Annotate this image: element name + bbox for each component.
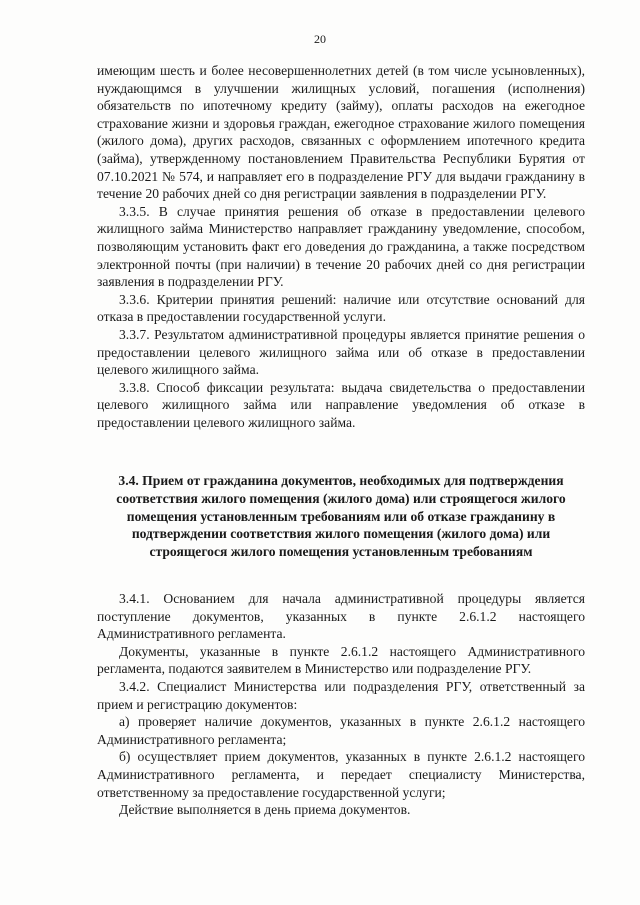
page-number: 20 — [314, 32, 326, 46]
list-item-a: а) проверяет наличие документов, указанных в пункте 2.6.1.2 настоящего Административного регламента; — [97, 714, 585, 747]
paragraph-3-4-1: 3.4.1. Основанием для начала административной процедуры является поступление документов, указанных в пункте 2.6.1.2 настоящего Административного регламента. — [97, 591, 585, 642]
paragraph-3-3-8: 3.3.8. Способ фиксации результата: выдача свидетельства о предоставлении целевого жилищного займа или направление уведомления об отказе в предоставлении целевого жилищного займа. — [97, 379, 585, 430]
paragraph-continuation: имеющим шесть и более несовершеннолетних детей (в том числе усыновленных), нуждающимся в улучшении жилищных условий, погашения (исполнения) обязательств по ипотечному кредиту (займу), оплаты расходов на ежегодное страхование жизни и здоровья граждан, ежегодное страхование жилого помещения (жилого дома), других расходов, связанных с оформлением ипотечного кредита (займа), утвержденному постановлением Правительства Республики Бурятия от 07.10.2021 № 574, и направляет его в подразделение РГУ для выдачи гражданину в течение 20 рабочих дней со дня регистрации заявления в подразделении РГУ. — [97, 63, 585, 202]
paragraph-3-3-6: 3.3.6. Критерии принятия решений: наличие или отсутствие оснований для отказа в предоставлении государственной услуги. — [97, 291, 585, 325]
paragraph-3-3-5: 3.3.5. В случае принятия решения об отказе в предоставлении целевого жилищного займа Министерство направляет гражданину уведомление, способом, позволяющим установить факт его доведения до гражданина, а также посредством электронной почты (при наличии) в течение 20 рабочих дней со дня регистрации заявления в подразделении РГУ. — [97, 203, 585, 290]
paragraph-documents: Документы, указанные в пункте 2.6.1.2 настоящего Административного регламента, подаются заявителем в Министерство или подразделение РГУ. — [97, 643, 585, 677]
body-text-bottom — [97, 590, 585, 819]
body-text-top — [97, 62, 585, 431]
paragraph-3-4-2: 3.4.2. Специалист Министерства или подразделения РГУ, ответственный за прием и регистрацию документов: — [97, 678, 585, 712]
paragraph-action-note: Действие выполняется в день приема документов. — [119, 802, 411, 818]
paragraph-3-3-7: 3.3.7. Результатом административной процедуры является принятие решения о предоставлении целевого жилищного займа или об отказе в предоставлении целевого жилищного займа. — [97, 326, 585, 378]
section-heading-3-4: 3.4. Прием от гражданина документов, необходимых для подтверждения соответствия жилого помещения (жилого дома) или строящегося жилого помещения установленным требованиям или об отказе гражданину в подтверждении соответствия жилого помещения (жилого дома) или строящегося жилого помещения установленным требованиям — [116, 473, 566, 560]
list-item-b: б) осуществляет прием документов, указанных в пункте 2.6.1.2 настоящего Административного регламента, и передает специалисту Министерства, ответственному за предоставление государственной услуги; — [97, 749, 585, 800]
